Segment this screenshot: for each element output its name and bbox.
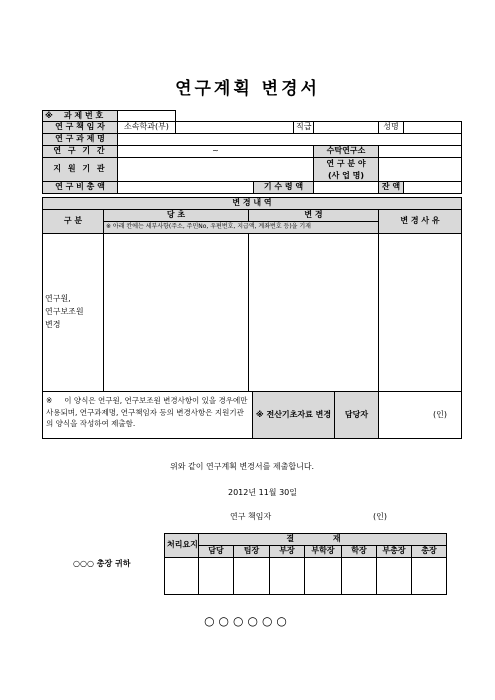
role-header: 담당 xyxy=(199,546,234,558)
manager-label: 담당자 xyxy=(335,392,379,439)
note-mark: ※ xyxy=(46,396,53,405)
note-mark: ※ xyxy=(45,110,53,120)
registration-label: ※ 전산기초자료 변경 xyxy=(253,392,335,439)
change-table xyxy=(42,197,462,392)
project-no-field[interactable] xyxy=(118,111,176,122)
category-header: 구 분 xyxy=(43,210,104,234)
approval-table xyxy=(164,533,447,595)
original-field[interactable] xyxy=(104,234,249,392)
submission-statement: 위와 같이 연구계획 변경서를 제출합니다. xyxy=(170,462,315,471)
role-header: 팀장 xyxy=(234,546,270,558)
name-field[interactable] xyxy=(404,122,462,134)
change-section-label: 변 경 내 역 xyxy=(43,198,462,210)
institution-name: ○○○○○○ xyxy=(204,614,291,628)
sign-box[interactable] xyxy=(412,558,447,595)
page-title: 연구계획 변경서 xyxy=(175,79,320,99)
role-header: 부총장 xyxy=(377,546,412,558)
balance-label: 잔 액 xyxy=(379,182,404,194)
role-header: 총장 xyxy=(412,546,447,558)
detail-note: ※ 아래 칸에는 세부사항(주소, 주민No, 우편번호, 지급액, 계좌번호 등)을 기재 xyxy=(104,222,379,234)
sign-box[interactable] xyxy=(270,558,305,595)
project-no-label: ※ 과 제 번 호 xyxy=(43,111,118,122)
signer-seal: (인) xyxy=(373,512,387,521)
cost-label: 연 구 비 총 액 xyxy=(43,182,118,194)
position-label: 직급 xyxy=(294,122,314,134)
institute-field[interactable] xyxy=(379,146,462,158)
reason-field[interactable] xyxy=(379,234,462,392)
category-cell: 연구원, 연구보조원 변경 xyxy=(43,234,104,392)
process-label: 처리요지 xyxy=(165,534,199,558)
balance-field[interactable] xyxy=(404,182,462,194)
changed-header: 변 경 xyxy=(249,210,379,222)
sign-box[interactable] xyxy=(234,558,270,595)
period-field[interactable]: ~ xyxy=(118,146,314,158)
field-label: 연 구 분 야 (사 업 명) xyxy=(314,158,379,182)
paid-field[interactable] xyxy=(314,182,379,194)
role-header: 부장 xyxy=(270,546,305,558)
agency-field[interactable] xyxy=(118,158,314,182)
approval-label: 결 재 xyxy=(199,534,447,546)
agency-label: 지 원 기 관 xyxy=(43,158,118,182)
submission-date: 2012년 11월 30일 xyxy=(228,488,297,497)
position-field[interactable] xyxy=(314,122,379,134)
sign-box[interactable] xyxy=(377,558,412,595)
name-label: 성명 xyxy=(379,122,404,134)
paid-label: 기 수 령 액 xyxy=(254,182,314,194)
changed-field[interactable] xyxy=(249,234,379,392)
role-header: 학장 xyxy=(342,546,377,558)
process-field[interactable] xyxy=(165,558,199,595)
cost-field[interactable] xyxy=(118,182,254,194)
manager-field[interactable] xyxy=(379,392,462,439)
sign-box[interactable] xyxy=(342,558,377,595)
institute-label: 수탁연구소 xyxy=(314,146,379,158)
signer-label: 연구 책임자 xyxy=(230,512,272,521)
footer-table xyxy=(42,391,462,439)
sign-box[interactable] xyxy=(305,558,342,595)
manager-seal: (인) xyxy=(433,409,447,419)
role-header: 부학장 xyxy=(305,546,342,558)
dept-label: 소속학과(부) xyxy=(118,122,176,134)
field-field[interactable] xyxy=(379,158,462,182)
period-label: 연 구 기 간 xyxy=(43,146,118,158)
recipient: ○○○ 총장 귀하 xyxy=(73,559,131,568)
reason-header: 변 경 사 유 xyxy=(379,210,462,234)
sign-box[interactable] xyxy=(199,558,234,595)
dept-field[interactable] xyxy=(176,122,294,134)
info-table xyxy=(42,110,462,194)
project-name-label: 연 구 과 제 명 xyxy=(43,134,118,146)
usage-note: ※ 이 양식은 연구원, 연구보조원 변경사항이 있을 경우에만 사용되며, 연구과제명, 연구책임자 등의 변경사항은 지원기관의 양식을 작성하여 제출함. xyxy=(43,392,253,439)
pi-label: 연 구 책 임 자 xyxy=(43,122,118,134)
original-header: 당 초 xyxy=(104,210,249,222)
project-name-field[interactable] xyxy=(118,134,462,146)
